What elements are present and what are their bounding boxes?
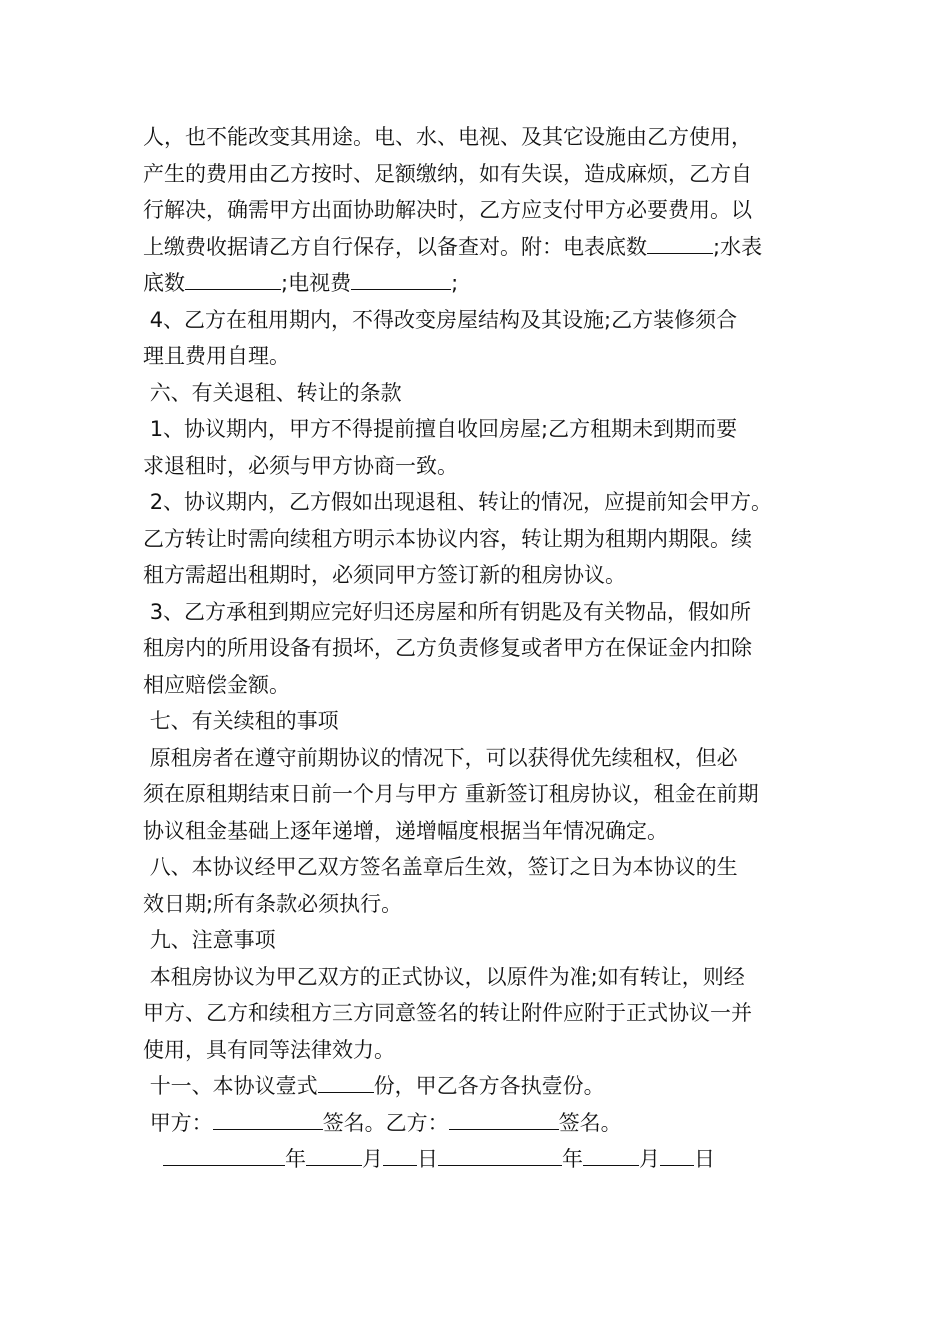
- text-line: 七、有关续租的事项: [143, 709, 339, 733]
- paragraph: [143, 630, 823, 667]
- blank-line: [185, 267, 281, 290]
- text-line: 使用，具有同等法律效力。: [143, 1037, 395, 1062]
- paragraph: [143, 192, 823, 229]
- paragraph: [143, 265, 823, 302]
- paragraph: [143, 484, 823, 521]
- text-fragment: 签名。乙方：: [322, 1110, 449, 1135]
- text-line: 六、有关退租、转让的条款: [143, 380, 402, 405]
- paragraph: [143, 229, 823, 266]
- text-fragment: 年: [285, 1147, 306, 1171]
- blank-line: [383, 1143, 417, 1166]
- paragraph: [143, 156, 823, 193]
- section-heading: [143, 922, 823, 959]
- blank-line: [449, 1107, 559, 1130]
- text-line: 求退租时，必须与甲方协商一致。: [143, 453, 458, 478]
- paragraph: [143, 667, 823, 704]
- signature-line: [143, 1105, 823, 1142]
- paragraph: [143, 411, 823, 448]
- text-fragment: 月: [639, 1147, 660, 1171]
- blank-line: [306, 1143, 362, 1166]
- blank-line: [163, 1143, 285, 1166]
- text-line: 租方需超出租期时，必须同甲方签订新的租房协议。: [143, 563, 626, 587]
- text-line: 理且费用自理。: [143, 344, 290, 368]
- paragraph: [143, 302, 823, 339]
- paragraph: [143, 521, 823, 558]
- text-line: 须在原租期结束日前一个月与甲方 重新签订租房协议，租金在前期: [143, 782, 759, 806]
- paragraph: [143, 1068, 823, 1105]
- text-line: 2、协议期内，乙方假如出现退租、转让的情况，应提前知会甲方。: [143, 490, 773, 514]
- paragraph: [143, 119, 823, 156]
- blank-line: [351, 267, 451, 290]
- date-line: [143, 1141, 823, 1178]
- text-line: 人，也不能改变其用途。电、水、电视、及其它设施由乙方使用，: [143, 125, 752, 149]
- paragraph: [143, 959, 823, 996]
- text-line: 甲方、乙方和续租方三方同意签名的转让附件应附于正式协议一并: [143, 1001, 752, 1025]
- text-fragment: ;水表: [713, 234, 763, 259]
- paragraph: [143, 557, 823, 594]
- paragraph: [143, 995, 823, 1032]
- text-line: 效日期;所有条款必须执行。: [143, 891, 403, 916]
- text-fragment: ;: [451, 271, 459, 295]
- text-line: 1、协议期内，甲方不得提前擅自收回房屋;乙方租期未到期而要: [143, 417, 738, 441]
- paragraph: [143, 1032, 823, 1069]
- text-line: 八、本协议经甲乙双方签名盖章后生效，签订之日为本协议的生: [143, 855, 738, 879]
- text-fragment: 日: [694, 1147, 715, 1171]
- paragraph: [143, 448, 823, 485]
- text-line: 九、注意事项: [143, 928, 276, 952]
- text-line: 相应赔偿金额。: [143, 672, 290, 697]
- blank-line: [438, 1143, 562, 1166]
- text-line: 乙方转让时需向续租方明示本协议内容，转让期为租期内期限。续: [143, 526, 752, 551]
- text-fragment: ;电视费: [281, 271, 352, 295]
- text-fragment: 底数: [143, 271, 185, 295]
- section-heading: [143, 703, 823, 740]
- paragraph: [143, 886, 823, 923]
- text-line: 上缴费收据请乙方自行保存，以备查对。附：电表底数: [143, 234, 647, 259]
- text-line: 3、乙方承租到期应完好归还房屋和所有钥匙及有关物品，假如所: [143, 599, 752, 624]
- paragraph: [143, 740, 823, 777]
- blank-line: [647, 231, 713, 254]
- text-line: 本租房协议为甲乙双方的正式协议，以原件为准;如有转让，则经: [143, 964, 745, 989]
- blank-line: [213, 1107, 323, 1130]
- text-fragment: 日: [417, 1147, 438, 1171]
- paragraph: [143, 338, 823, 375]
- paragraph: [143, 849, 823, 886]
- text-fragment: 份，甲乙各方各执壹份。: [373, 1074, 605, 1098]
- text-line: 原租房者在遵守前期协议的情况下，可以获得优先续租权，但必: [143, 745, 738, 770]
- text-fragment: 十一、本协议壹式: [143, 1074, 318, 1098]
- paragraph: [143, 813, 823, 850]
- paragraph: [143, 594, 823, 631]
- text-line: 协议租金基础上逐年递增，递增幅度根据当年情况确定。: [143, 818, 668, 843]
- text-fragment: 甲方：: [143, 1110, 213, 1135]
- text-fragment: 年: [562, 1147, 583, 1171]
- text-fragment: 月: [362, 1147, 383, 1171]
- text-line: 4、乙方在租用期内，不得改变房屋结构及其设施;乙方装修须合: [143, 307, 738, 332]
- blank-line: [660, 1143, 694, 1166]
- text-line: 产生的费用由乙方按时、足额缴纳，如有失误，造成麻烦，乙方自: [143, 161, 752, 186]
- section-heading: [143, 375, 823, 412]
- text-fragment: 签名。: [558, 1110, 622, 1135]
- blank-line: [583, 1143, 639, 1166]
- text-line: 行解决，确需甲方出面协助解决时，乙方应支付甲方必要费用。以: [143, 198, 752, 222]
- blank-line: [318, 1070, 374, 1093]
- text-line: 租房内的所用设备有损坏，乙方负责修复或者甲方在保证金内扣除: [143, 636, 752, 660]
- paragraph: [143, 776, 823, 813]
- document-body: [143, 119, 823, 1178]
